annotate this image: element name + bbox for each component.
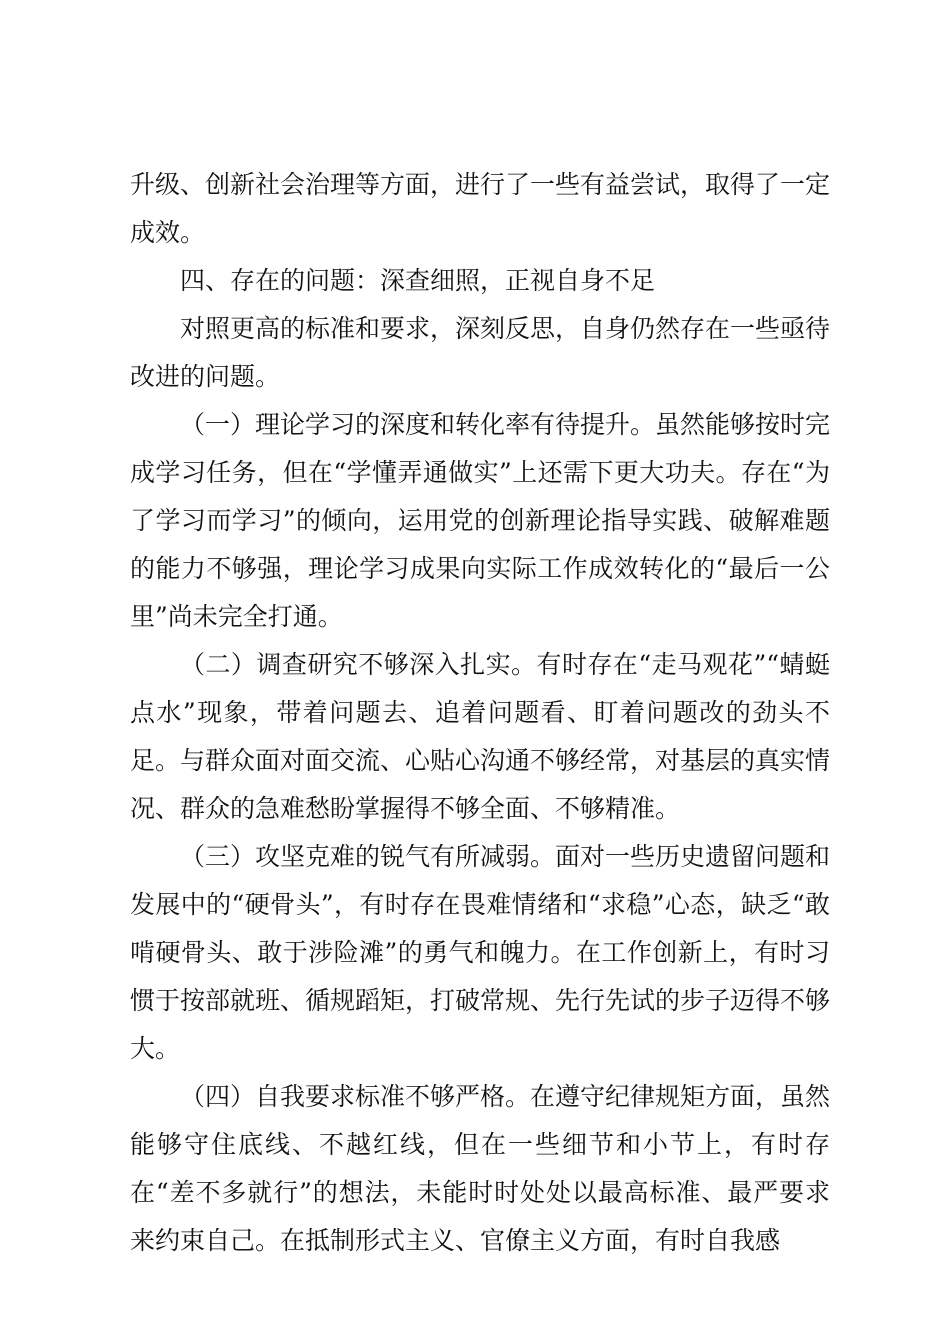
document-body — [130, 161, 830, 1265]
paragraph-intro: 对照更高的标准和要求，深刻反思，自身仍然存在一些亟待改进的问题。 — [130, 314, 831, 391]
section-heading: 四、存在的问题：深查细照，正视自身不足 — [180, 266, 656, 295]
paragraph-item-2: （二）调查研究不够深入扎实。有时存在“走马观花”“蜻蜓点水”现象，带着问题去、追着问题看、盯着问题改的劲头不足。与群众面对面交流、心贴心沟通不够经常，对基层的真实情况、群众的急难愁盼掌握得不够全面、不够精准。 — [130, 650, 831, 823]
paragraph-item-3: （三）攻坚克难的锐气有所减弱。面对一些历史遗留问题和发展中的“硬骨头”，有时存在畏难情绪和“求稳”心态，缺乏“敢啃硬骨头、敢于涉险滩”的勇气和魄力。在工作创新上，有时习惯于按部就班、循规蹈矩，打破常规、先行先试的步子迈得不够大。 — [130, 842, 831, 1063]
paragraph-continuation: 升级、创新社会治理等方面，进行了一些有益尝试，取得了一定成效。 — [130, 170, 831, 247]
paragraph-item-4: （四）自我要求标准不够严格。在遵守纪律规矩方面，虽然能够守住底线、不越红线，但在一些细节和小节上，有时存在“差不多就行”的想法，未能时时处处以最高标准、最严要求来约束自己。在抵制形式主义、官僚主义方面，有时自我感 — [130, 1082, 831, 1255]
paragraph-item-1: （一）理论学习的深度和转化率有待提升。虽然能够按时完成学习任务，但在“学懂弄通做实”上还需下更大功夫。存在“为了学习而学习”的倾向，运用党的创新理论指导实践、破解难题的能力不够强，理论学习成果向实际工作成效转化的“最后一公里”尚未完全打通。 — [130, 410, 831, 631]
